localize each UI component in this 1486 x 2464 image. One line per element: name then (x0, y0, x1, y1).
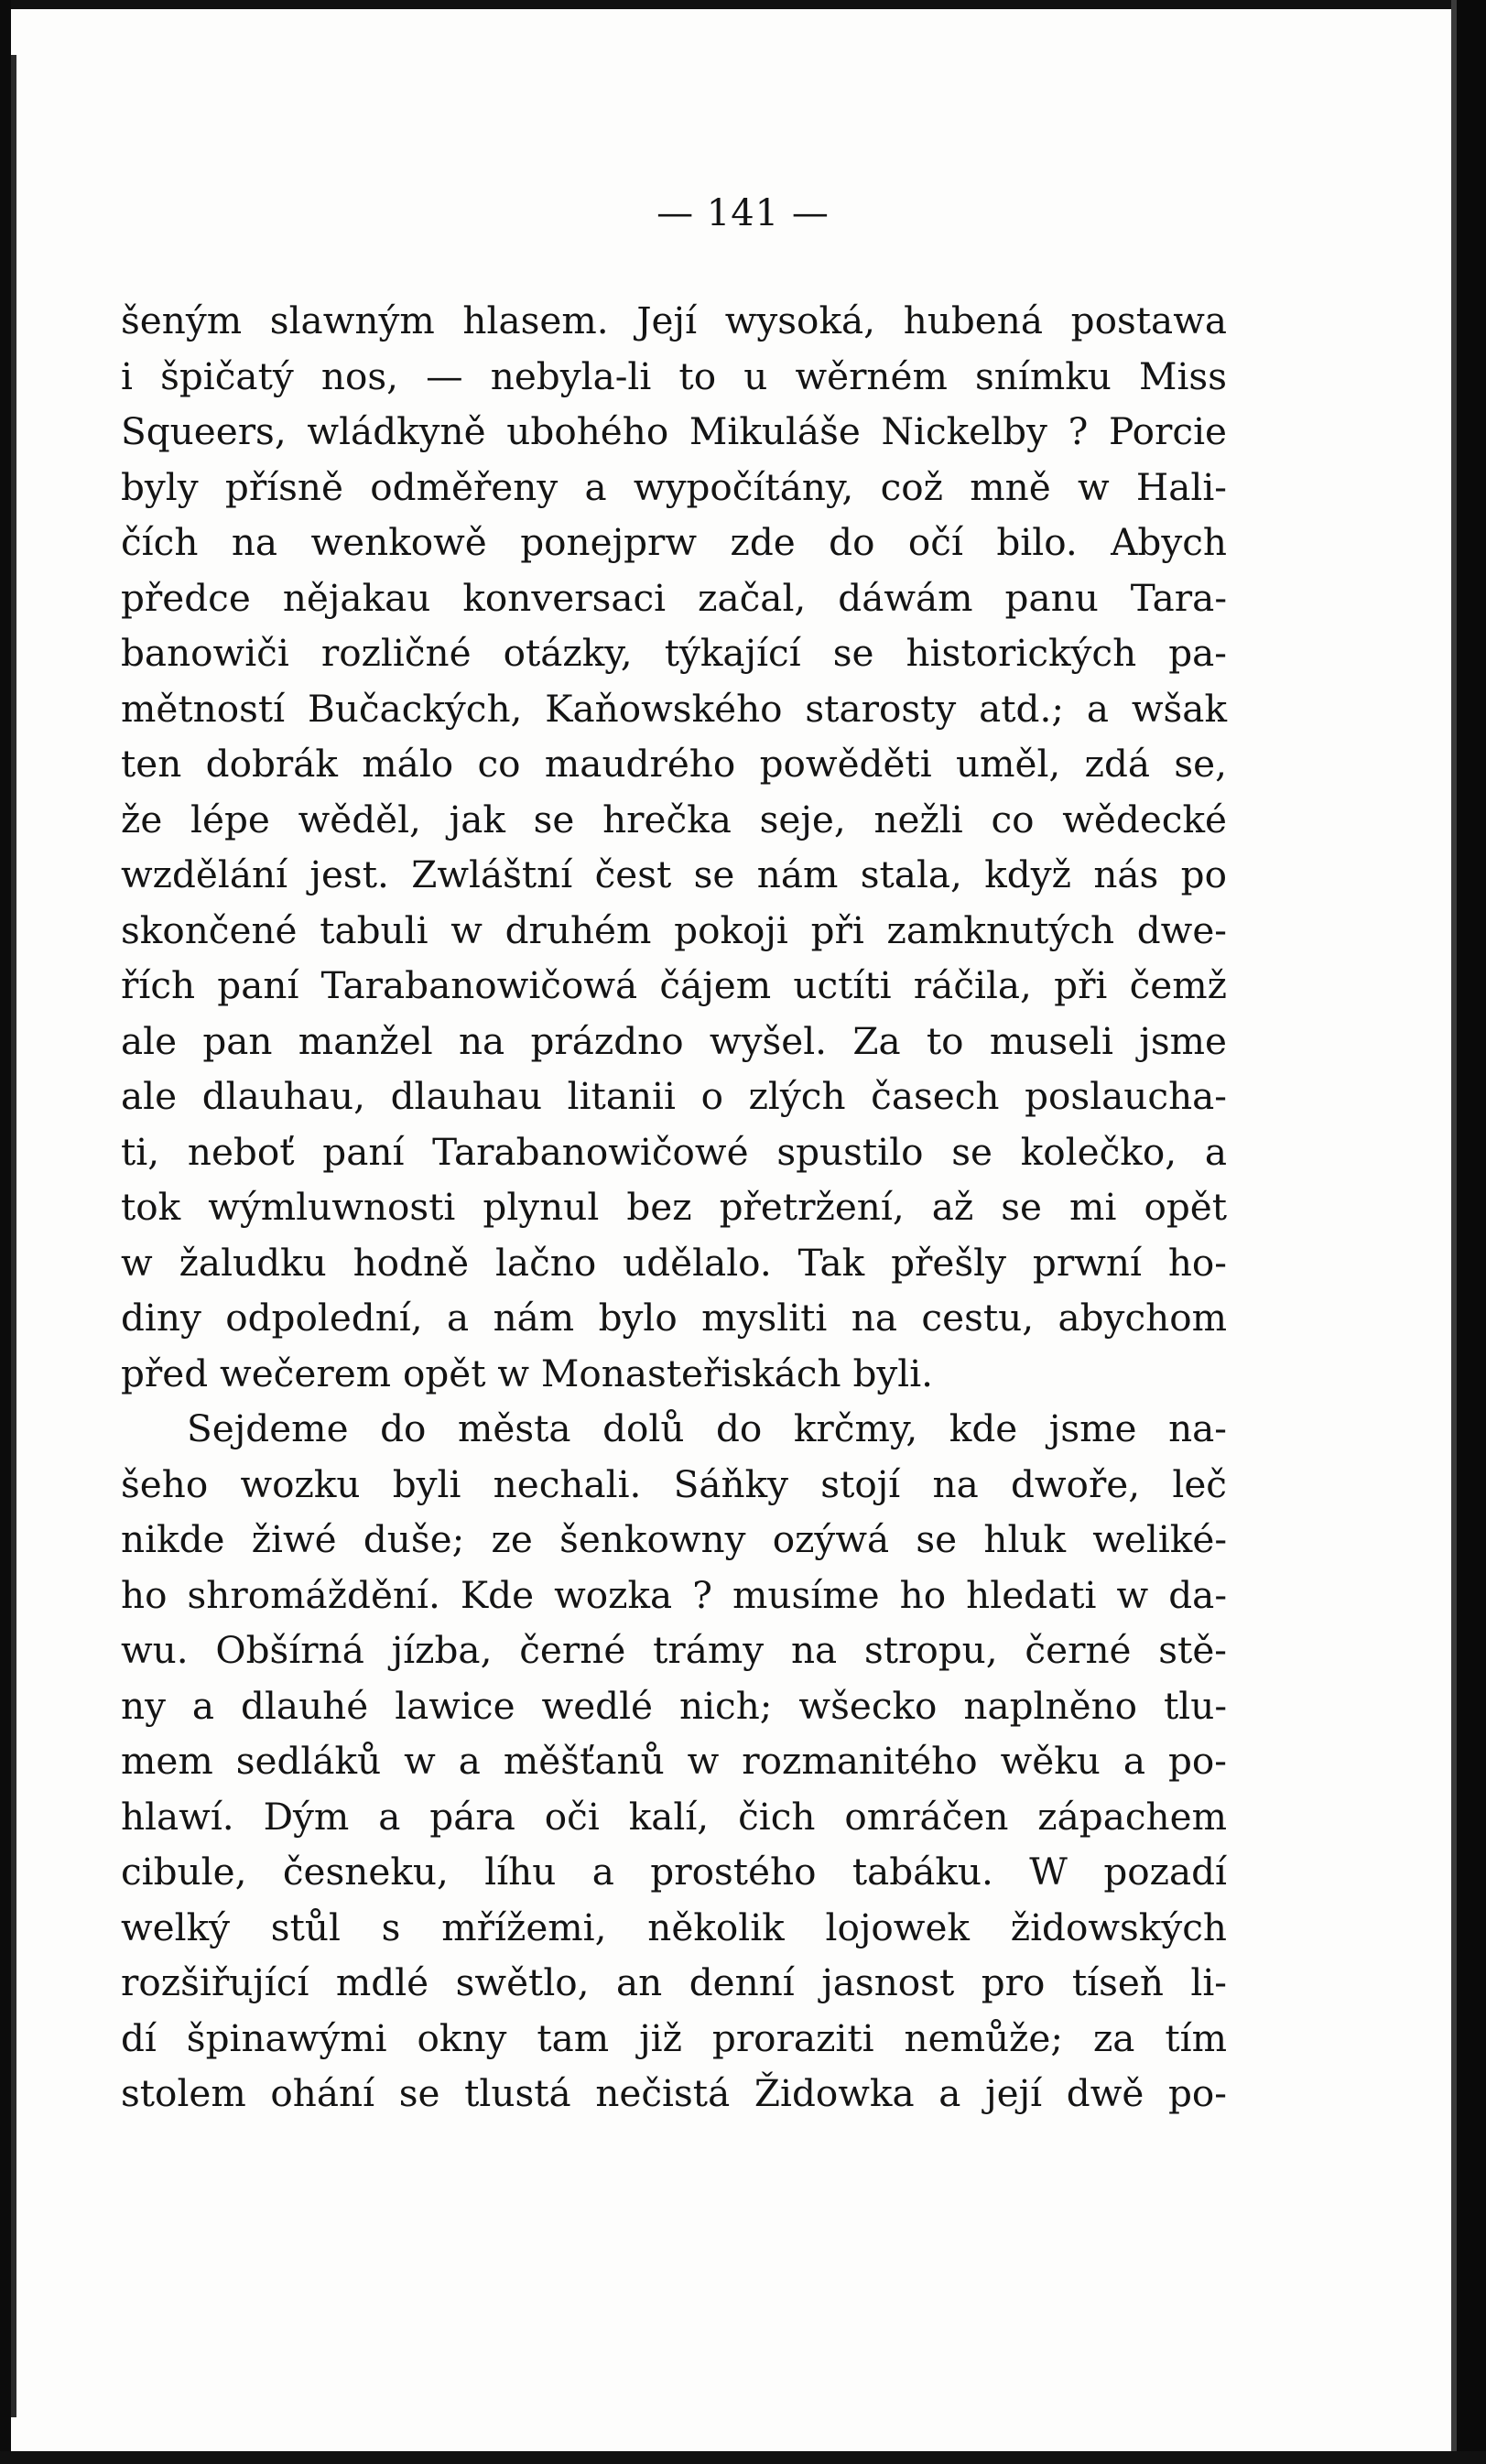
text-line: dí špinawými okny tam již proraziti nemůže; za tím (121, 2015, 1227, 2060)
text-line: skončené tabuli w druhém pokoji při zamknutých dwe- (121, 907, 1227, 952)
scan-edge-bottom (0, 2451, 1486, 2464)
page-number: — 141 — (656, 192, 830, 234)
text-line: tok wýmluwnosti plynul bez přetržení, až se mi opět (121, 1185, 1227, 1229)
text-line: před wečerem opět w Monasteřiskách byli. (121, 1351, 934, 1395)
text-line: předce nějakau konversaci začal, dáwám panu Tara- (121, 575, 1227, 620)
text-line: nikde žiwé duše; ze šenkowny ozýwá se hluk weliké- (121, 1517, 1227, 1561)
text-line: čích na wenkowě ponejprw zde do očí bilo. Abych (121, 520, 1227, 564)
text-line: hlawí. Dým a pára oči kalí, čich omráčen zápachem (121, 1794, 1227, 1839)
text-line: mětností Bučackých, Kaňowského starosty atd.; a wšak (121, 686, 1227, 731)
text-line: šeho wozku byli nechali. Sáňky stojí na dwoře, leč (121, 1461, 1227, 1506)
text-line: ale pan manžel na prázdno wyšel. Za to museli jsme (121, 1018, 1227, 1063)
text-line: i špičatý nos, — nebyla-li to u wěrném snímku Miss (121, 353, 1227, 398)
text-line: ale dlauhau, dlauhau litanii o zlých časech poslaucha- (121, 1074, 1227, 1118)
text-line: byly přísně odměřeny a wypočítány, což mně w Hali- (121, 464, 1227, 509)
text-line: šeným slawným hlasem. Její wysoká, hubená postawa (121, 299, 1227, 342)
text-line: ho shromáždění. Kde wozka ? musíme ho hledati w da- (121, 1572, 1227, 1617)
text-line: rozšiřující mdlé swětlo, an denní jasnost pro tíseň li- (121, 1960, 1227, 2004)
text-line: wu. Obšírná jízba, černé trámy na stropu, černé stě- (121, 1628, 1227, 1672)
text-line: stolem ohání se tlustá nečistá Židowka a její dwě po- (121, 2071, 1227, 2115)
scan-edge-left (0, 0, 11, 2464)
text-line: welký stůl s mřížemi, několik lojowek židowských (121, 1905, 1227, 1949)
text-line: wzdělání jest. Zwláštní čest se nám stala, když nás po (121, 852, 1227, 896)
text-line: že lépe wěděl, jak se hrečka seje, nežli co wědecké (121, 797, 1227, 841)
scan-edge-right-shadow (1451, 0, 1457, 2464)
scan-edge-left-shadow (11, 55, 16, 2417)
text-line: ten dobrák málo co maudrého powěděti uměl, zdá se, (121, 742, 1227, 786)
page-header (0, 192, 1486, 234)
scan-edge-right (1457, 0, 1486, 2464)
text-line: řích paní Tarabanowičowá čájem uctíti ráčila, při čemž (121, 963, 1227, 1007)
text-line: ti, neboť paní Tarabanowičowé spustilo se kolečko, a (121, 1129, 1227, 1174)
text-line: banowiči rozličné otázky, týkající se historických pa- (121, 631, 1227, 675)
text-line: w žaludku hodně lačno udělalo. Tak přešly prwní ho- (121, 1240, 1227, 1285)
text-line: Squeers, wládkyně ubohého Mikuláše Nickelby ? Porcie (121, 409, 1227, 453)
scan-edge-top (0, 0, 1486, 9)
text-line: cibule, česneku, líhu a prostého tabáku. W pozadí (121, 1850, 1227, 1894)
text-line: ny a dlauhé lawice wedlé nich; wšecko naplněno tlu- (121, 1683, 1227, 1728)
text-line: mem sedláků w a měšťanů w rozmanitého wěku a po- (121, 1739, 1227, 1783)
body-text (121, 293, 1227, 2122)
text-line: Sejdeme do města dolů do krčmy, kde jsme na- (187, 1406, 1227, 1450)
text-line: diny odpolední, a nám bylo mysliti na cestu, abychom (121, 1296, 1227, 1340)
